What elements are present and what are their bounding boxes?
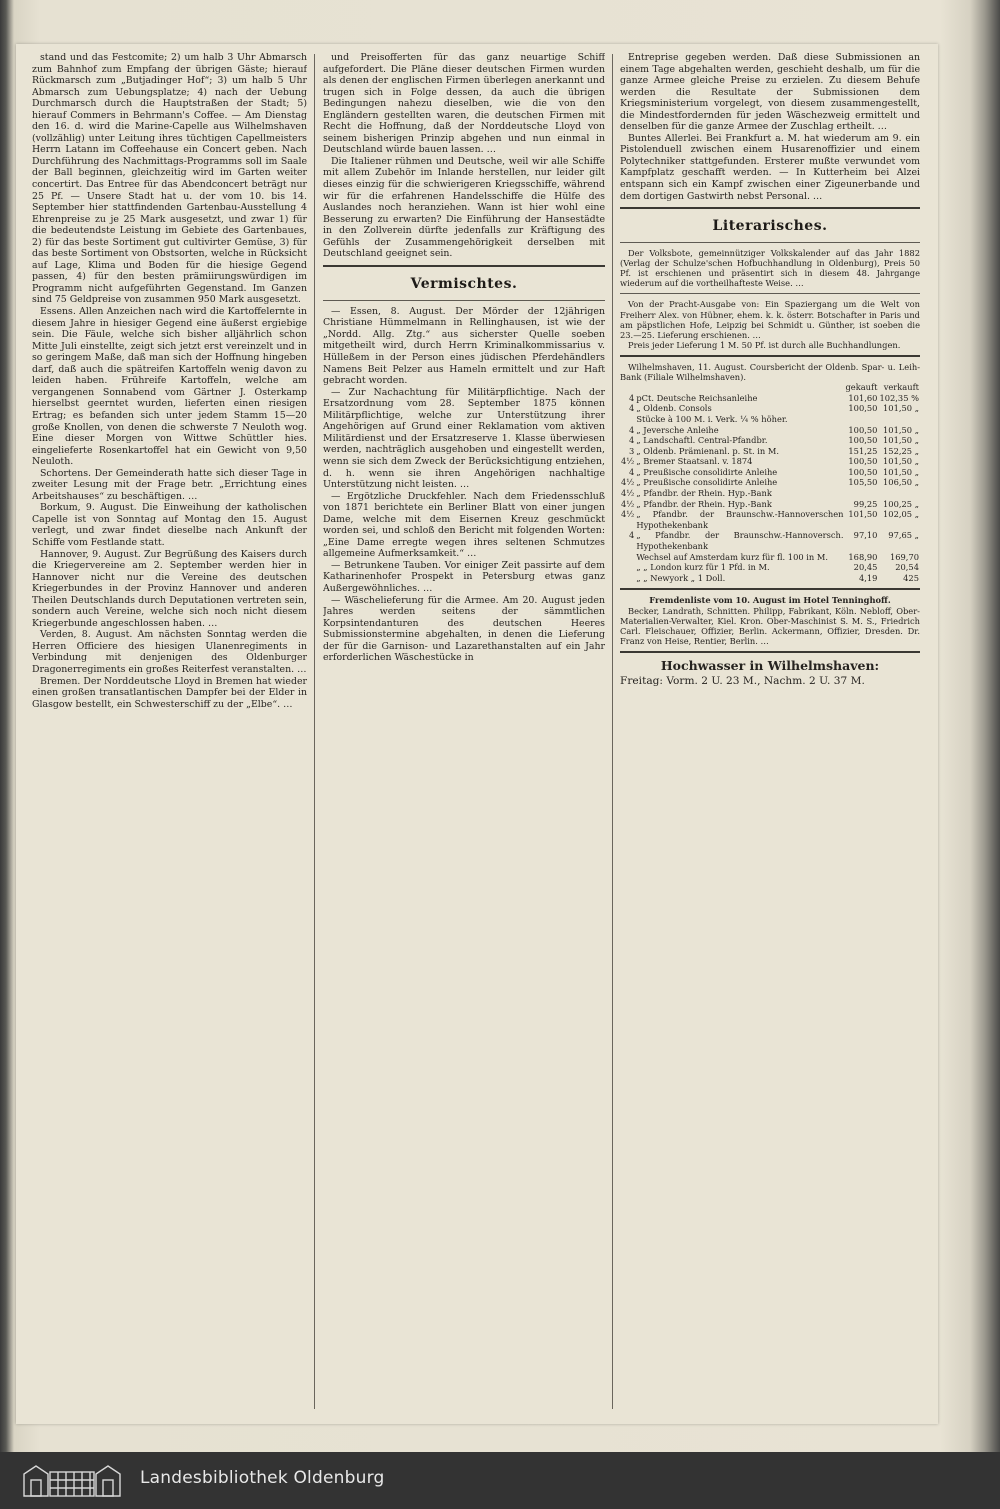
name-cell: „ Pfandbr. der Braunschw.-Hannoversch. Hypothekenbank: [636, 530, 844, 552]
name-cell: „ Landschaftl. Central-Pfandbr.: [636, 435, 768, 446]
table-row: [620, 435, 920, 446]
sold-cell: 102,05 „: [883, 509, 919, 520]
table-row: [620, 456, 920, 467]
table-row: [620, 477, 920, 488]
sold-cell: 101,50 „: [883, 435, 919, 446]
name-cell: Wechsel auf Amsterdam kurz für fl. 100 in M.: [636, 551, 829, 562]
paragraph: Von der Pracht-Ausgabe von: Ein Spaziergang um die Welt von Freiherr Alex. von Hübner, ehem. k. k. österr. Botschafter in Paris und am päpstlichen Hofe, Leipzig bei Schmidt u. Günther, ist soeben die 23.—25. Lieferung erschienen. …: [620, 299, 920, 340]
bought-cell: [844, 414, 878, 425]
rate-cell: [620, 414, 635, 425]
library-building-icon: [22, 1462, 122, 1498]
rate-cell: 4: [629, 403, 635, 414]
newspaper-page: [16, 44, 938, 1424]
rate-cell: 3: [629, 445, 635, 456]
sold-cell: 97,65 „: [888, 530, 919, 541]
sold-cell: 101,50 „: [883, 466, 919, 477]
rate-cell: 4½: [621, 456, 635, 467]
bought-cell: [844, 488, 878, 499]
column-3: [620, 52, 920, 1412]
table-row: [620, 425, 920, 436]
paragraph: — Ergötzliche Druckfehler. Nach dem Friedensschluß von 1871 berichtete ein Berliner Blatt von einer jungen Dame, welche mit dem Eisernen Kreuz geschmückt worden sei, und schloß den Bericht mit folgenden Worten: „Eine Dame erregte wegen ihres seltenen Schmutzes allgemeine Aufmerksamkeit.“ …: [323, 490, 605, 560]
paragraph: Preis jeder Lieferung 1 M. 50 Pf. ist durch alle Buchhandlungen.: [628, 339, 901, 350]
bought-cell: 99,25: [853, 498, 878, 509]
column-divider: [612, 54, 613, 1409]
sold-cell: 101,50 „: [883, 424, 919, 435]
table-row: [620, 393, 920, 404]
name-cell: „ Pfandbr. der Rhein. Hyp.-Bank: [636, 498, 772, 509]
table-row: [620, 403, 920, 414]
table-row: [620, 467, 920, 478]
bought-cell: 4,19: [858, 572, 878, 583]
name-cell: „ Jeversche Anleihe: [636, 424, 719, 435]
name-cell: „ Preußische consolidirte Anleihe: [636, 477, 778, 488]
paragraph: Bremen. Der Norddeutsche Lloyd in Bremen hat wieder einen großen transatlantischen Dampfer bei der Elder in Glasgow bestellt, ein Schwesterschiff zu der „Elbe“. …: [32, 675, 307, 710]
tide-times: Freitag: Vorm. 2 U. 23 M., Nachm. 2 U. 37 M.: [620, 674, 865, 687]
footer-bar: [0, 1452, 1000, 1509]
bought-cell: 168,90: [848, 551, 878, 562]
sold-cell: 101,50 „: [883, 403, 919, 414]
column-2: [323, 52, 605, 1412]
guests-list: Becker, Landrath, Schnitten. Philipp, Fabrikant, Köln. Nebloff, Ober-Materialien-Verwalter, Kiel. Kron. Ober-Maschinist S. M. S., Friedrich Carl. Fleischauer, Offizier, Berlin. Ackermann, Offizier, Dresden. Dr. Franz von Heise, Rentier, Berlin. …: [620, 605, 920, 646]
bought-cell: 100,50: [848, 403, 878, 414]
name-cell: „ Preußische consolidirte Anleihe: [636, 466, 778, 477]
section-rule: [620, 293, 920, 294]
name-cell: „ „ London kurz für 1 Pfd. in M.: [636, 562, 770, 573]
name-cell: pCt. Deutsche Reichsanleihe: [636, 392, 758, 403]
paragraph: — Zur Nachachtung für Militärpflichtige. Nach der Ersatzordnung vom 28. September 1875 können Militärpflichtige, welche zur Unterstützung ihrer Angehörigen auf Grund einer Reklamation vom aktiven Militärdienst und der Ersatzreserve 1. Klasse überwiesen werden, nachträglich ausgehoben und eingestellt werden, wenn sie sich dem Zweck der Berücksichtigung entziehen, d. h. wenn sie ihren Angehörigen nachhaltige Unterstützung nicht leisten. …: [323, 386, 605, 491]
sold-cell: 169,70: [889, 551, 919, 562]
paragraph: Entreprise gegeben werden. Daß diese Submissionen an einem Tage abgehalten werden, geschieht deshalb, um für die ganze Armee gleiche Preise zu erzielen. Zu diesem Behufe werden die Resultate der Submissionen dem Kriegsministerium vorgelegt, von diesem zusammengestellt, die Mindestfordernden für jeden Wäschezweig ermittelt und denselben für die ganze Armee der Zuschlag ertheilt. …: [620, 52, 920, 133]
rate-cell: 4½: [621, 498, 635, 509]
rate-cell: 4: [629, 530, 635, 541]
paragraph: Die Italiener rühmen und Deutsche, weil wir alle Schiffe mit allem Zubehör im Inlande herstellen, nur leider gilt dieses einzig für die schwierigeren Kriegsschiffe, während wir für die erfahrenen Handelsschiffe die Hülfe des Auslandes noch heranziehen. Wann ist hier wohl eine Besserung zu erwarten? Die Einführung der Hansestädte in den Zollverein dürfte jedenfalls zur Kräftigung des Gefühls der Zusammengehörigkeit derselben mit Deutschland geeignet sein.: [323, 155, 605, 260]
column-header-bought: gekauft: [845, 382, 878, 393]
name-cell: Stücke à 100 M. i. Verk. ¼ % höher.: [636, 413, 788, 424]
table-row: [620, 562, 920, 573]
section-rule: [620, 207, 920, 209]
bought-cell: 151,25: [848, 445, 878, 456]
name-cell: „ Pfandbr. der Rhein. Hyp.-Bank: [636, 488, 772, 499]
table-row: [620, 530, 920, 551]
sold-cell: 100,25 „: [883, 498, 919, 509]
section-heading-literarisches: Literarisches.: [712, 218, 828, 235]
name-cell: „ Pfandbr. der Braunschw.-Hannoverschen Hypothekenbank: [636, 509, 844, 530]
bought-cell: 101,60: [848, 392, 878, 403]
name-cell: „ „ Newyork „ 1 Doll.: [636, 572, 726, 583]
paragraph: Buntes Allerlei. Bei Frankfurt a. M. hat wiederum am 9. ein Pistolenduell zwischen einem Husarenoffizier und einem Polytechniker stattgefunden. Ersterer mußte verwundet vom Kampfplatz geschafft werden. — In Kutterheim bei Alzei entspann sich ein Kampf zwischen einer Zigeunerbande und dem dortigen Gastwirth nebst Personal. …: [620, 132, 920, 202]
name-cell: „ Oldenb. Consols: [636, 403, 712, 414]
paragraph: Hannover, 9. August. Zur Begrüßung des Kaisers durch die Kriegervereine am 2. September werden hier in Hannover nicht nur die Vereine des deutschen Kriegerbundes in der Provinz Hannover und anderen Theilen Deutschlands durch Deputationen vertreten sein, sondern auch Vereine, welche sich noch nicht diesem Kriegerbunde angeschlossen haben. …: [32, 548, 307, 629]
table-header-row: [620, 382, 920, 393]
paragraph: — Essen, 8. August. Der Mörder der 12jährigen Christiane Hümmelmann in Rellinghausen, ist wie der „Nordd. Allg. Ztg.“ aus sicherster Quelle soeben mitgetheilt wird, durch Herrn Kriminalkommissarius v. Hülleßem in der Person eines jüdischen Pferdehändlers Namens Beit Pelzer aus Hameln ermittelt und zur Haft gebracht worden.: [323, 305, 605, 387]
section-rule: [323, 300, 605, 301]
sold-cell: 106,50 „: [883, 477, 919, 488]
sold-cell: 425: [903, 572, 919, 583]
bought-cell: 100,50: [848, 424, 878, 435]
paragraph: Der Volksbote, gemeinnütziger Volkskalender auf das Jahr 1882 (Verlag der Schulze'schen Hofbuchhandlung in Oldenburg), Preis 50 Pf. ist erschienen und präsentirt sich in diesem 48. Jahrgange wiederum auf die vortheilhafteste Weise. …: [620, 248, 920, 289]
rate-cell: 4: [629, 392, 635, 403]
section-rule: [620, 242, 920, 243]
tide-title: Hochwasser in Wilhelmshaven:: [660, 657, 880, 673]
sold-cell: 20,54: [895, 562, 919, 573]
column-1: [32, 52, 307, 1412]
section-rule: [620, 651, 920, 653]
section-rule: [620, 355, 920, 357]
sold-cell: 101,50 „: [883, 456, 919, 467]
library-name: Landesbibliothek Oldenburg: [140, 1468, 385, 1488]
bought-cell: 100,50: [848, 435, 878, 446]
guests-title: Fremdenliste vom 10. August im Hotel Tenninghoff.: [649, 595, 891, 606]
table-row: [620, 446, 920, 457]
paragraph: Essens. Allen Anzeichen nach wird die Kartoffelernte in diesem Jahre in hiesiger Gegend eine äußerst ergiebige sein. Die Fäule, welche sich bisher alljährlich schon Mitte Juli einstellte, zeigt sich jetzt erst vereinzelt und in so geringem Maße, daß man sich der Hoffnung hingeben darf, daß auch die spätreifen Kartoffeln wenig davon zu leiden haben. Frühreife Kartoffeln, welche am vergangenen Sonnabend vom Gärtner J. Osterkamp hierselbst geerntet wurden, lieferten einen riesigen Ertrag; es befanden sich unter jedem Stamm 15—20 große Knollen, von denen die schwerste 7 Neuloth wog. Eine dieser Morgen von Wittwe Schüttler hies. eingelieferte Rosenkartoffel hat ein Gewicht von 9,50 Neuloth.: [32, 306, 307, 468]
sold-cell: [878, 488, 920, 499]
section-rule: [620, 588, 920, 590]
rate-cell: 4: [629, 424, 635, 435]
rate-cell: [620, 573, 635, 584]
rate-cell: 4: [629, 435, 635, 446]
section-heading-vermischtes: Vermischtes.: [410, 275, 518, 292]
rate-cell: 4: [629, 466, 635, 477]
sold-cell: 102,35 %: [879, 392, 919, 403]
paragraph: Borkum, 9. August. Die Einweihung der katholischen Capelle ist von Sonntag auf Montag den 15. August verlegt, und zwar findet dieselbe nach Ankunft der Schiffe vom Festlande statt.: [32, 502, 307, 548]
paragraph: Schortens. Der Gemeinderath hatte sich dieser Tage in zweiter Lesung mit der Frage betr. „Errichtung eines Arbeitshauses“ zu beschäftigen. …: [32, 467, 307, 502]
bought-cell: 97,10: [853, 530, 878, 541]
bought-cell: 100,50: [848, 466, 878, 477]
rate-cell: 4½: [621, 509, 635, 520]
rate-cell: [620, 562, 635, 573]
table-row: [620, 552, 920, 563]
bought-cell: 20,45: [853, 562, 878, 573]
table-row: [620, 573, 920, 584]
exchange-rates-table: [620, 382, 920, 583]
table-row: [620, 488, 920, 499]
bought-cell: 105,50: [848, 477, 878, 488]
table-row: [620, 414, 920, 425]
section-rule: [323, 265, 605, 267]
rate-cell: [620, 552, 635, 563]
bought-cell: 101,50: [848, 509, 878, 520]
rate-cell: 4½: [621, 477, 635, 488]
paragraph: — Betrunkene Tauben. Vor einiger Zeit passirte auf dem Katharinenhofer Prospekt in Petersburg etwas ganz Außergewöhnliches. …: [323, 559, 605, 594]
column-divider: [314, 54, 315, 1409]
table-row: [620, 499, 920, 510]
paragraph: und Preisofferten für das ganz neuartige Schiff aufgefordert. Die Pläne dieser deutschen Firmen wurden als denen der englischen Firmen überlegen anerkannt und trugen sich in Folge dessen, da auch die übrigen Bedingungen nahezu dieselben, wie die von den Engländern gestellten waren, die deutschen Firmen mit Recht die Hoffnung, daß der Norddeutsche Lloyd von seinem bisherigen Prinzip abgehen und nun einmal in Deutschland würde bauen lassen. …: [323, 52, 605, 156]
rate-cell: 4½: [621, 488, 635, 499]
column-header-sold: verkauft: [883, 382, 919, 393]
sold-cell: 152,25 „: [883, 445, 919, 456]
exchange-title: Wilhelmshaven, 11. August. Coursbericht der Oldenb. Spar- u. Leih-Bank (Filiale Wilhelmshaven).: [620, 361, 920, 383]
table-row: [620, 509, 920, 530]
name-cell: „ Bremer Staatsanl. v. 1874: [636, 456, 753, 467]
sold-cell: [878, 414, 920, 425]
bought-cell: 100,50: [848, 456, 878, 467]
paragraph: — Wäschelieferung für die Armee. Am 20. August jeden Jahres werden seitens der sämmtlichen Korpsintendanturen des deutschen Heeres Submissionstermine abgehalten, in denen die Lieferung der für die Garnison- und Lazarethanstalten auf ein Jahr erforderlichen Wäschestücke in: [323, 594, 605, 664]
name-cell: „ Oldenb. Prämienanl. p. St. in M.: [636, 445, 780, 456]
paragraph: Verden, 8. August. Am nächsten Sonntag werden die Herren Officiere des hiesigen Ulanenregiments in Verbindung mit denjenigen des Oldenburger Dragonerregiments ein großes Reiterfest veranstalten. …: [32, 629, 307, 675]
paragraph: stand und das Festcomite; 2) um halb 3 Uhr Abmarsch zum Bahnhof zum Empfang der übrigen Gäste; hierauf Rückmarsch zum „Butjadinger Hof“; 3) um halb 5 Uhr Abmarsch zum Uebungsplatze; 4) nach der Uebung Durchmarsch durch die Hauptstraßen der Stadt; 5) hierauf Commers in Behrmann's Coffee. — Am Dienstag den 16. d. wird die Marine-Capelle aus Wilhelmshaven (vollzählig) unter Leitung ihres tüchtigen Capellmeisters Herrn Latann im Coffeehause ein Concert geben. Nach Durchführung des Nachmittags-Programms soll im Saale der Ball beginnen, gleichzeitig wird im Garten weiter concertirt. Das Entree für das Abendconcert beträgt nur 25 Pf. — Unsere Stadt hat u. der vom 10. bis 14. September hier stattfindenden Gartenbau-Ausstellung 4 Ehrenpreise zu je 25 Mark ausgesetzt, und zwar 1) für die bedeutendste Leistung im Gebiete des Gartenbaues, 2) für das beste Sortiment gut cultivirter Gemüse, 3) für das beste Sortiment von Obstsorten, welche in Rücksicht auf Lage, Klima und Boden für die hiesige Gegend passen, 4) für den besten prämiirungswürdigen im Programm nicht aufgeführten Gegenstand. Im Ganzen sind 75 Geldpreise von zusammen 950 Mark ausgesetzt.: [32, 52, 307, 306]
